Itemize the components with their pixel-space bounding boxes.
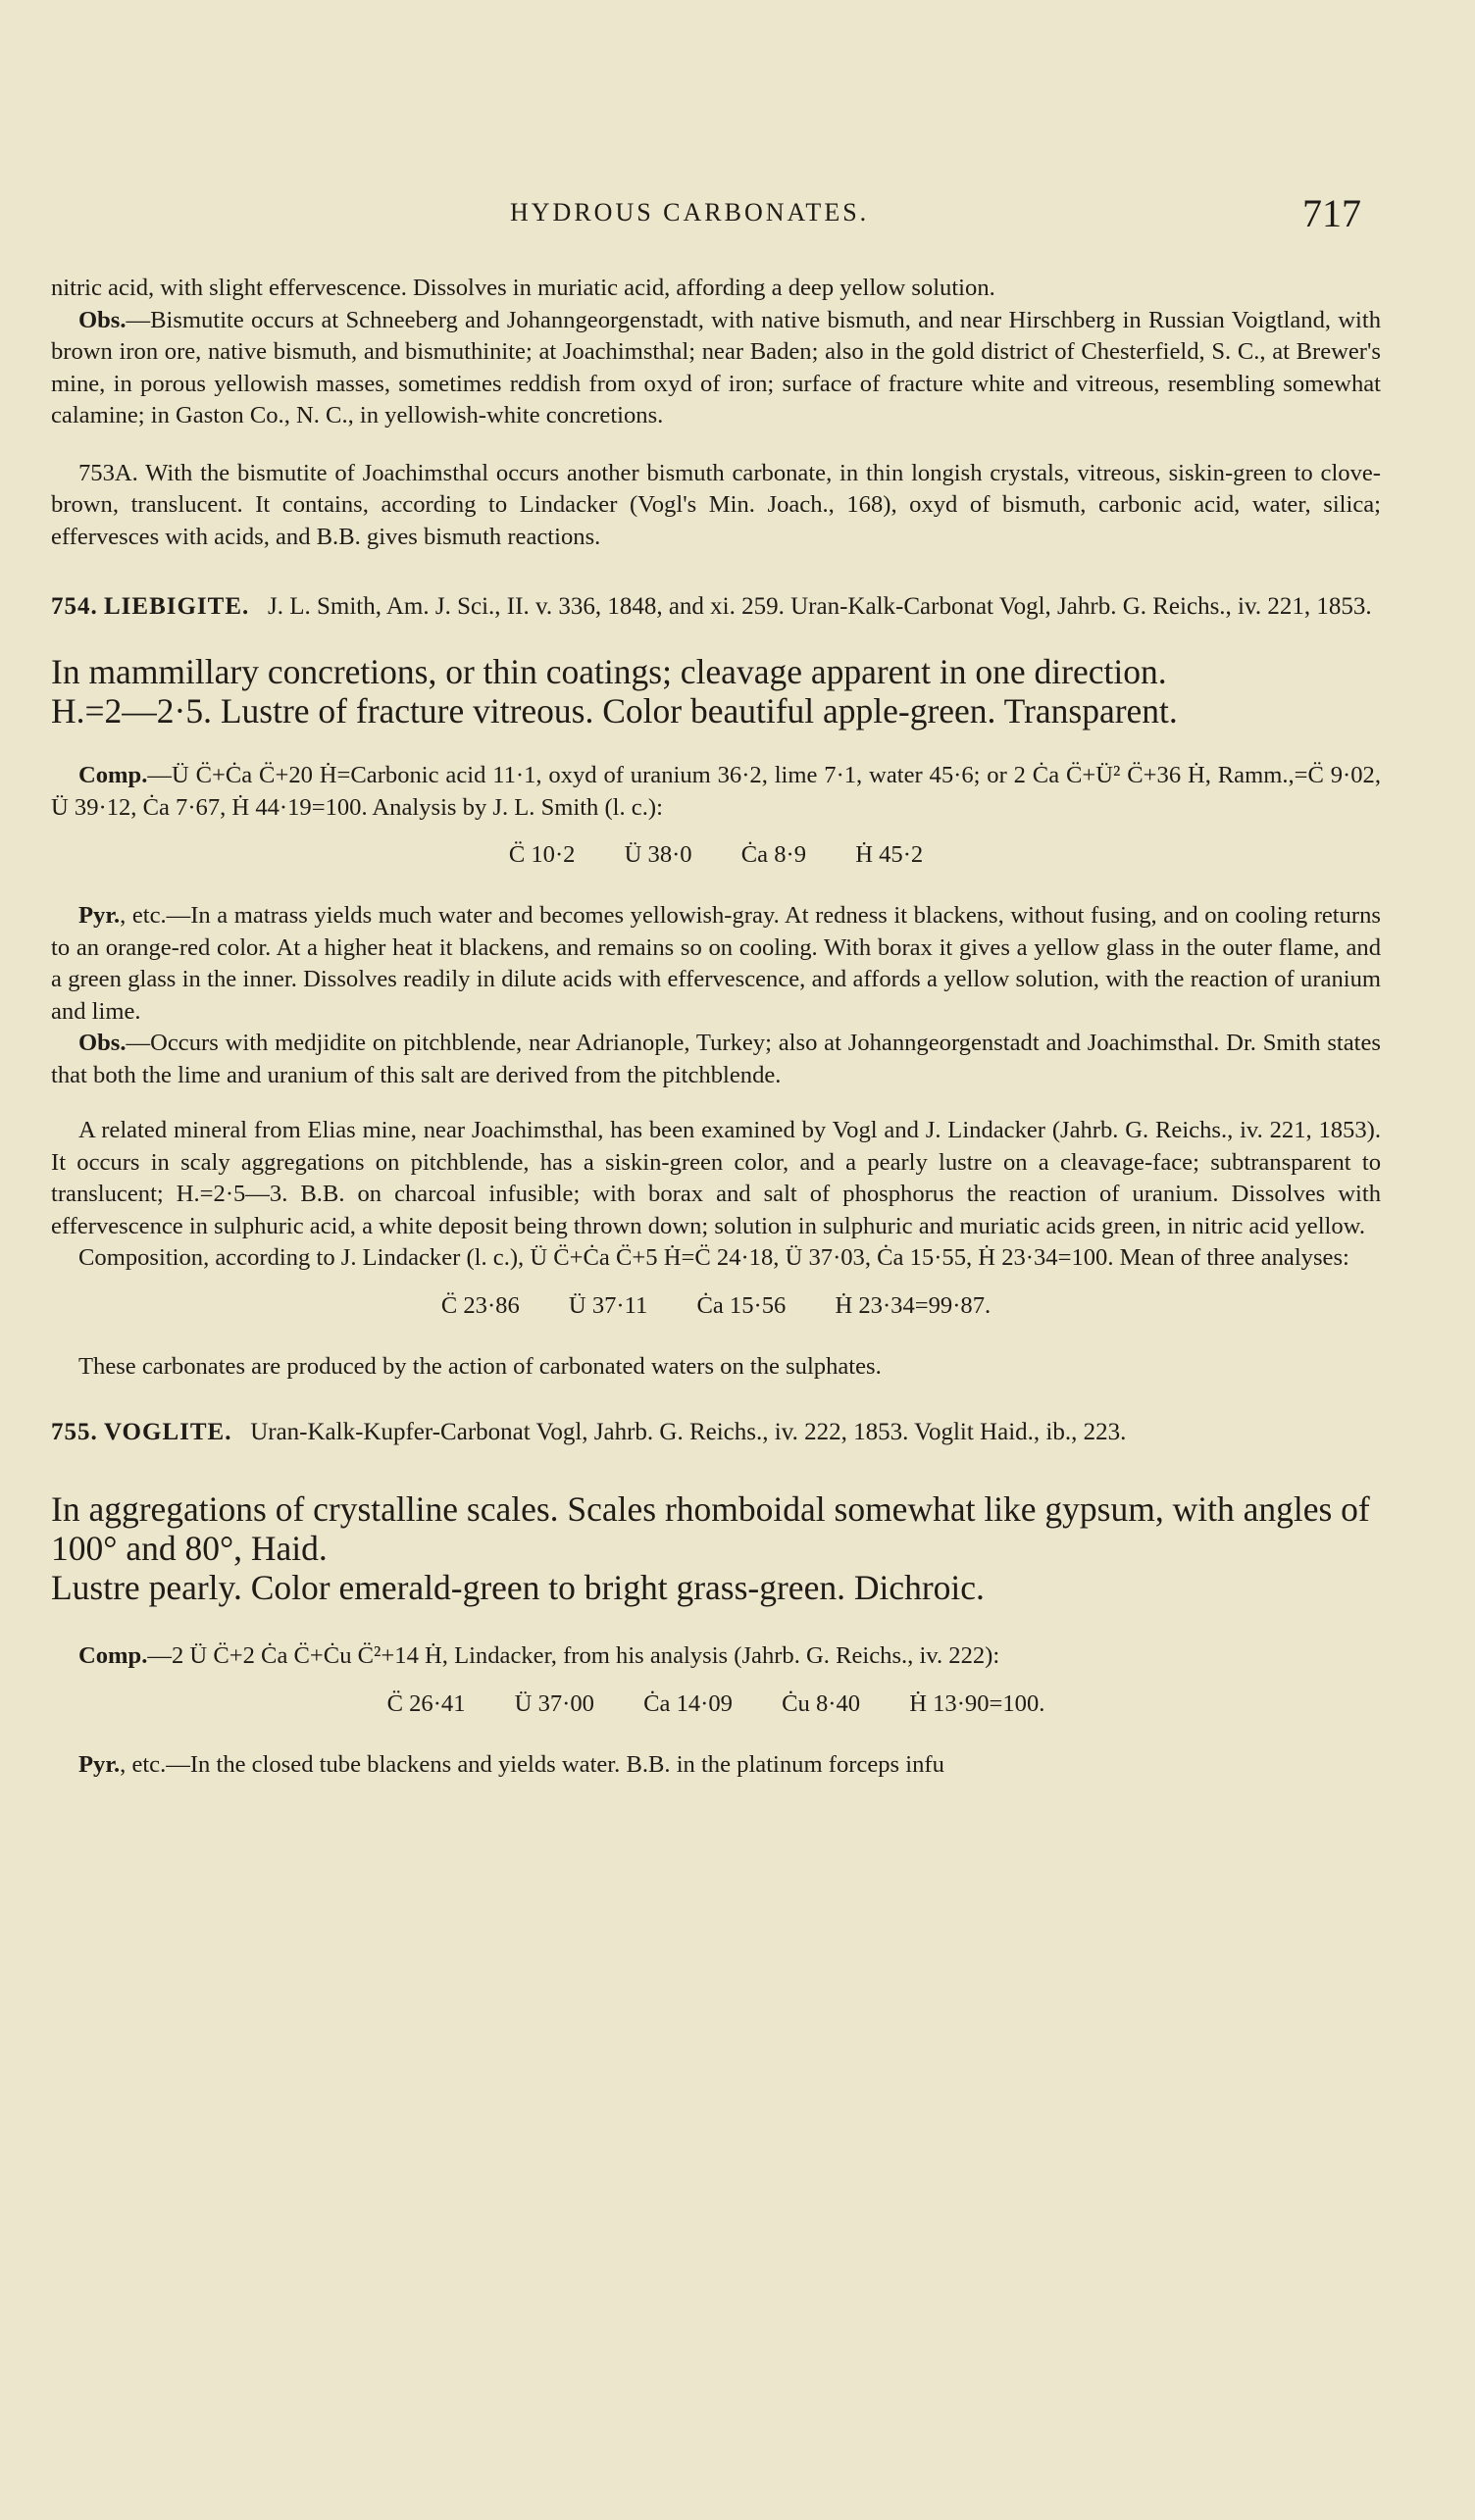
entry-references: J. L. Smith, Am. J. Sci., II. v. 336, 1848, and xi. 259. Uran-Kalk-Carbonat Vogl, Jahrb. G. Reichs., iv. 221, 1853. (268, 593, 1372, 620)
liebigite-composition (51, 760, 1381, 824)
entry-754-heading (51, 588, 1381, 625)
voglite-description: In aggregations of crystalline scales. Scales rhomboidal somewhat like gypsum, with angles of 100° and 80°, Haid. (51, 1489, 1370, 1568)
comp-label: Comp. (78, 1642, 148, 1669)
analysis-value: Ḣ 23·34=99·87. (835, 1291, 992, 1319)
voglite-pyrognostics (51, 1749, 1381, 1782)
liebigite-properties: H.=2—2·5. Lustre of fracture vitreous. Color beautiful apple-green. Transparent. (51, 691, 1178, 731)
pyr-label: Pyr. (78, 1750, 121, 1778)
analysis-value: Ü 37·11 (568, 1291, 648, 1319)
analysis-value: C̈ 23·86 (440, 1291, 520, 1319)
page-header (0, 190, 1475, 237)
comp-text: —2 Ü C̈+2 Ċa C̈+Ċu C̈²+14 Ḣ, Lindacker, from his analysis (Jahrb. G. Reichs., iv. 222): (147, 1642, 1000, 1669)
analysis-value: Ċa 8·9 (740, 841, 807, 868)
entry-number: 755. (51, 1419, 98, 1445)
comp-text: —Ü C̈+Ċa C̈+20 Ḣ=Carbonic acid 11·1, oxyd of uranium 36·2, lime 7·1, water 45·6; or 2 Ċa C̈+Ü² C̈+36 Ḣ, Ramm.,=C̈ 9·02, Ü 39·12, Ċa 7·67, Ḣ 44·19=100. Analysis by J. L. Smith (l. c.): (51, 762, 1381, 821)
entry-references: Uran-Kalk-Kupfer-Carbonat Vogl, Jahrb. G. Reichs., iv. 222, 1853. Voglit Haid., ib., 223. (250, 1419, 1127, 1445)
entry-title-voglite: VOGLITE. (104, 1419, 232, 1445)
analysis-value: Ü 38·0 (624, 841, 692, 868)
related-analysis-row (51, 1292, 1381, 1320)
analysis-value: C̈ 26·41 (386, 1689, 466, 1717)
page-number: 717 (1302, 191, 1361, 235)
entry-755-heading (51, 1414, 1381, 1450)
analysis-value: C̈ 10·2 (508, 841, 576, 868)
obs-text: —Bismutite occurs at Schneeberg and Johanngeorgenstadt, with native bismuth, and near Hirschberg in Russian Voigtland, with brown iron ore, native bismuth, and bismuthinite; at Joachimsthal; near Baden; also in the gold district of Chesterfield, S. C., at Brewer's mine, in porous yellowish masses, sometimes reddish from oxyd of iron; surface of fracture white and vitreous, resembling somewhat calamine; in Gaston Co., N. C., in yellowish-white concretions. (51, 306, 1381, 428)
comp-label: Comp. (78, 762, 148, 788)
voglite-analysis-row (51, 1690, 1381, 1718)
related-mineral-paragraph: A related mineral from Elias mine, near Joachimsthal, has been examined by Vogl and J. Lindacker (Jahrb. G. Reichs., iv. 221, 1853). It occurs in scaly aggregations on pitchblende, has a siskin-green color, and a pearly lustre on a cleavage-face; subtransparent to translucent; H.=2·5—3. B.B. on charcoal infusible; with borax and salt of phosphorus the reaction of uranium. Dissolves with effervescence in sulphuric acid, a white deposit being thrown down; solution in sulphuric and muriatic acids green, in nitric acid yellow. (51, 1117, 1381, 1239)
analysis-value: Ḣ 45·2 (855, 841, 924, 868)
voglite-properties: Lustre pearly. Color emerald-green to bright grass-green. Dichroic. (51, 1568, 985, 1607)
analysis-value: Ċa 15·56 (696, 1291, 787, 1319)
page-content (51, 273, 1381, 1781)
obs-text: —Occurs with medjidite on pitchblende, near Adrianople, Turkey; also at Johanngeorgenstadt and Joachimsthal. Dr. Smith states that both the lime and uranium of this salt are derived from the pitchblende. (51, 1030, 1381, 1088)
pyr-label: Pyr. (78, 902, 121, 929)
analysis-value: Ċu 8·40 (782, 1689, 861, 1717)
obs-label: Obs. (78, 306, 127, 333)
continued-paragraph: nitric acid, with slight effervescence. Dissolves in muriatic acid, affording a deep yellow solution. (51, 275, 995, 301)
bismutite-observations (51, 305, 1381, 432)
related-mineral-composition: Composition, according to J. Lindacker (l. c.), Ü C̈+Ċa C̈+5 Ḣ=C̈ 24·18, Ü 37·03, Ċa 15·55, Ḣ 23·34=100. Mean of three analyses: (78, 1244, 1349, 1271)
running-title: HYDROUS CARBONATES. (510, 198, 870, 227)
analysis-value: Ċa 14·09 (643, 1689, 733, 1717)
liebigite-analysis-row (51, 841, 1381, 869)
analysis-value: Ḣ 13·90=100. (909, 1689, 1045, 1717)
pyr-text: , etc.—In a matrass yields much water and becomes yellowish-gray. At redness it blackens, without fusing, and on cooling returns to an orange-red color. At a higher heat it blackens, and remains so on cooling. With borax it gives a yellow glass in the outer flame, and a green glass in the inner. Dissolves readily in dilute acids with effervescence, and affords a yellow solution, with the reaction of uranium and lime. (51, 902, 1381, 1025)
liebigite-pyrognostics (51, 900, 1381, 1028)
pyr-text: , etc.—In the closed tube blackens and yields water. B.B. in the platinum forceps infu (120, 1750, 944, 1778)
entry-number: 754. (51, 593, 98, 620)
liebigite-observations (51, 1028, 1381, 1091)
entry-title-liebigite: LIEBIGITE. (104, 593, 250, 620)
analysis-value: Ü 37·00 (514, 1689, 594, 1717)
carbonates-note: These carbonates are produced by the action of carbonated waters on the sulphates. (78, 1352, 882, 1380)
voglite-composition (51, 1640, 1381, 1673)
entry-753a-paragraph: 753A. With the bismutite of Joachimsthal occurs another bismuth carbonate, in thin longish crystals, vitreous, siskin-green to clove-brown, translucent. It contains, according to Lindacker (Vogl's Min. Joach., 168), oxyd of bismuth, carbonic acid, water, silica; effervesces with acids, and B.B. gives bismuth reactions. (51, 459, 1381, 550)
liebigite-description: In mammillary concretions, or thin coatings; cleavage apparent in one direction. (51, 652, 1167, 691)
obs-label: Obs. (78, 1030, 127, 1056)
